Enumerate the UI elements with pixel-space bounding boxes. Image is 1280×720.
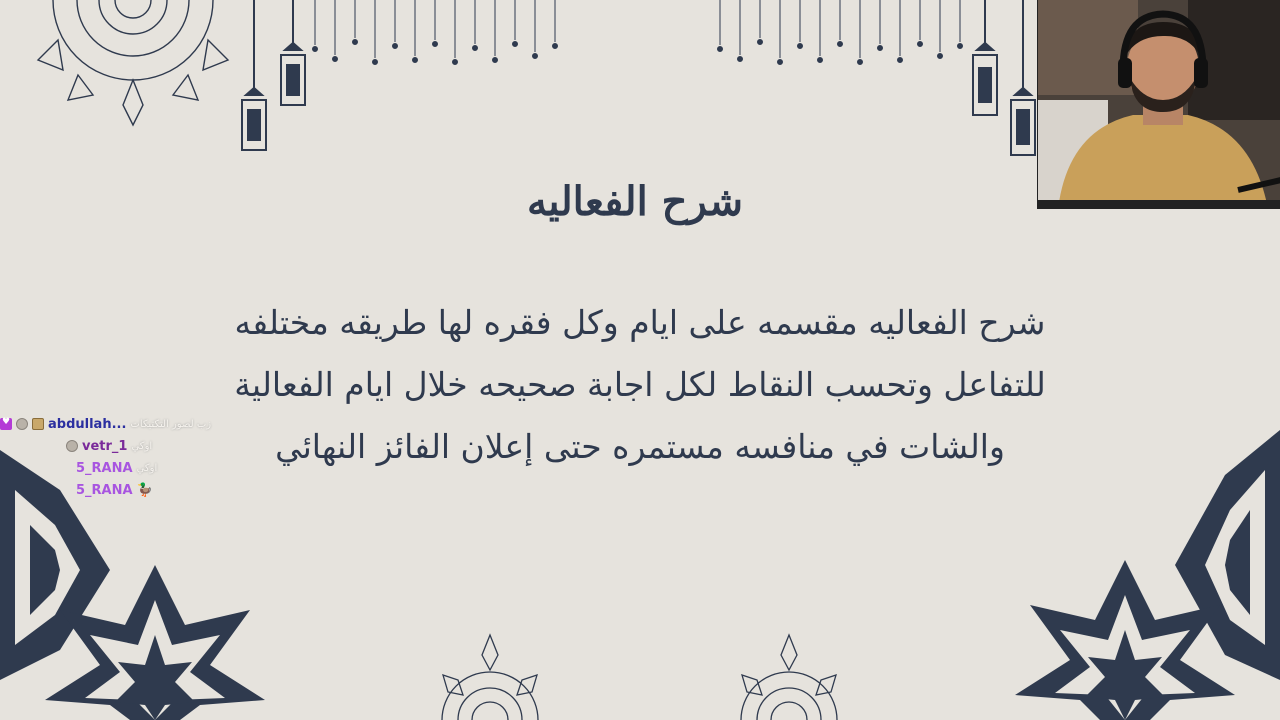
round-badge-icon: [66, 440, 78, 452]
slide-body-line: شرح الفعاليه مقسمه على ايام وكل فقره لها طريقه مختلفه: [234, 303, 1046, 342]
mandala-ornament-bottom-center-right: [722, 630, 857, 720]
round-badge-icon: [16, 418, 28, 430]
slide-body: [180, 292, 1100, 478]
duck-emote-icon: 🦆: [136, 482, 153, 498]
slide-title: شرح الفعاليه: [526, 178, 744, 225]
chat-message: [0, 413, 240, 435]
chat-overlay: [0, 413, 240, 501]
slide-body-line: للتفاعل وتحسب النقاط لكل اجابة صحيحه خلال ايام الفعالية: [234, 365, 1046, 404]
streamer-webcam: [1037, 0, 1280, 209]
chat-text: اوكي: [136, 462, 158, 474]
chat-message: [0, 457, 240, 479]
lantern-ornament-left: [238, 0, 318, 170]
chat-username[interactable]: abdullah...: [48, 416, 127, 432]
chat-text: اوكي: [131, 440, 153, 452]
slide-body-line: والشات في منافسه مستمره حتى إعلان الفائز النهائي: [275, 427, 1005, 466]
mandala-ornament-top-left: [18, 0, 248, 140]
box-badge-icon: [32, 418, 44, 430]
chat-text: زب لصور التكتيكات: [130, 418, 212, 430]
chat-username[interactable]: 5_RANA: [76, 482, 133, 498]
lantern-ornament-right: [965, 0, 1037, 170]
chat-message: [0, 435, 240, 457]
chat-username[interactable]: 5_RANA: [76, 460, 133, 476]
heart-badge-icon: [0, 418, 12, 430]
mandala-ornament-bottom-center-left: [423, 630, 558, 720]
star-garland-left: [310, 0, 560, 70]
chat-username[interactable]: vetr_1: [82, 438, 128, 454]
star-garland-right: [715, 0, 965, 70]
chat-message: [0, 479, 240, 501]
